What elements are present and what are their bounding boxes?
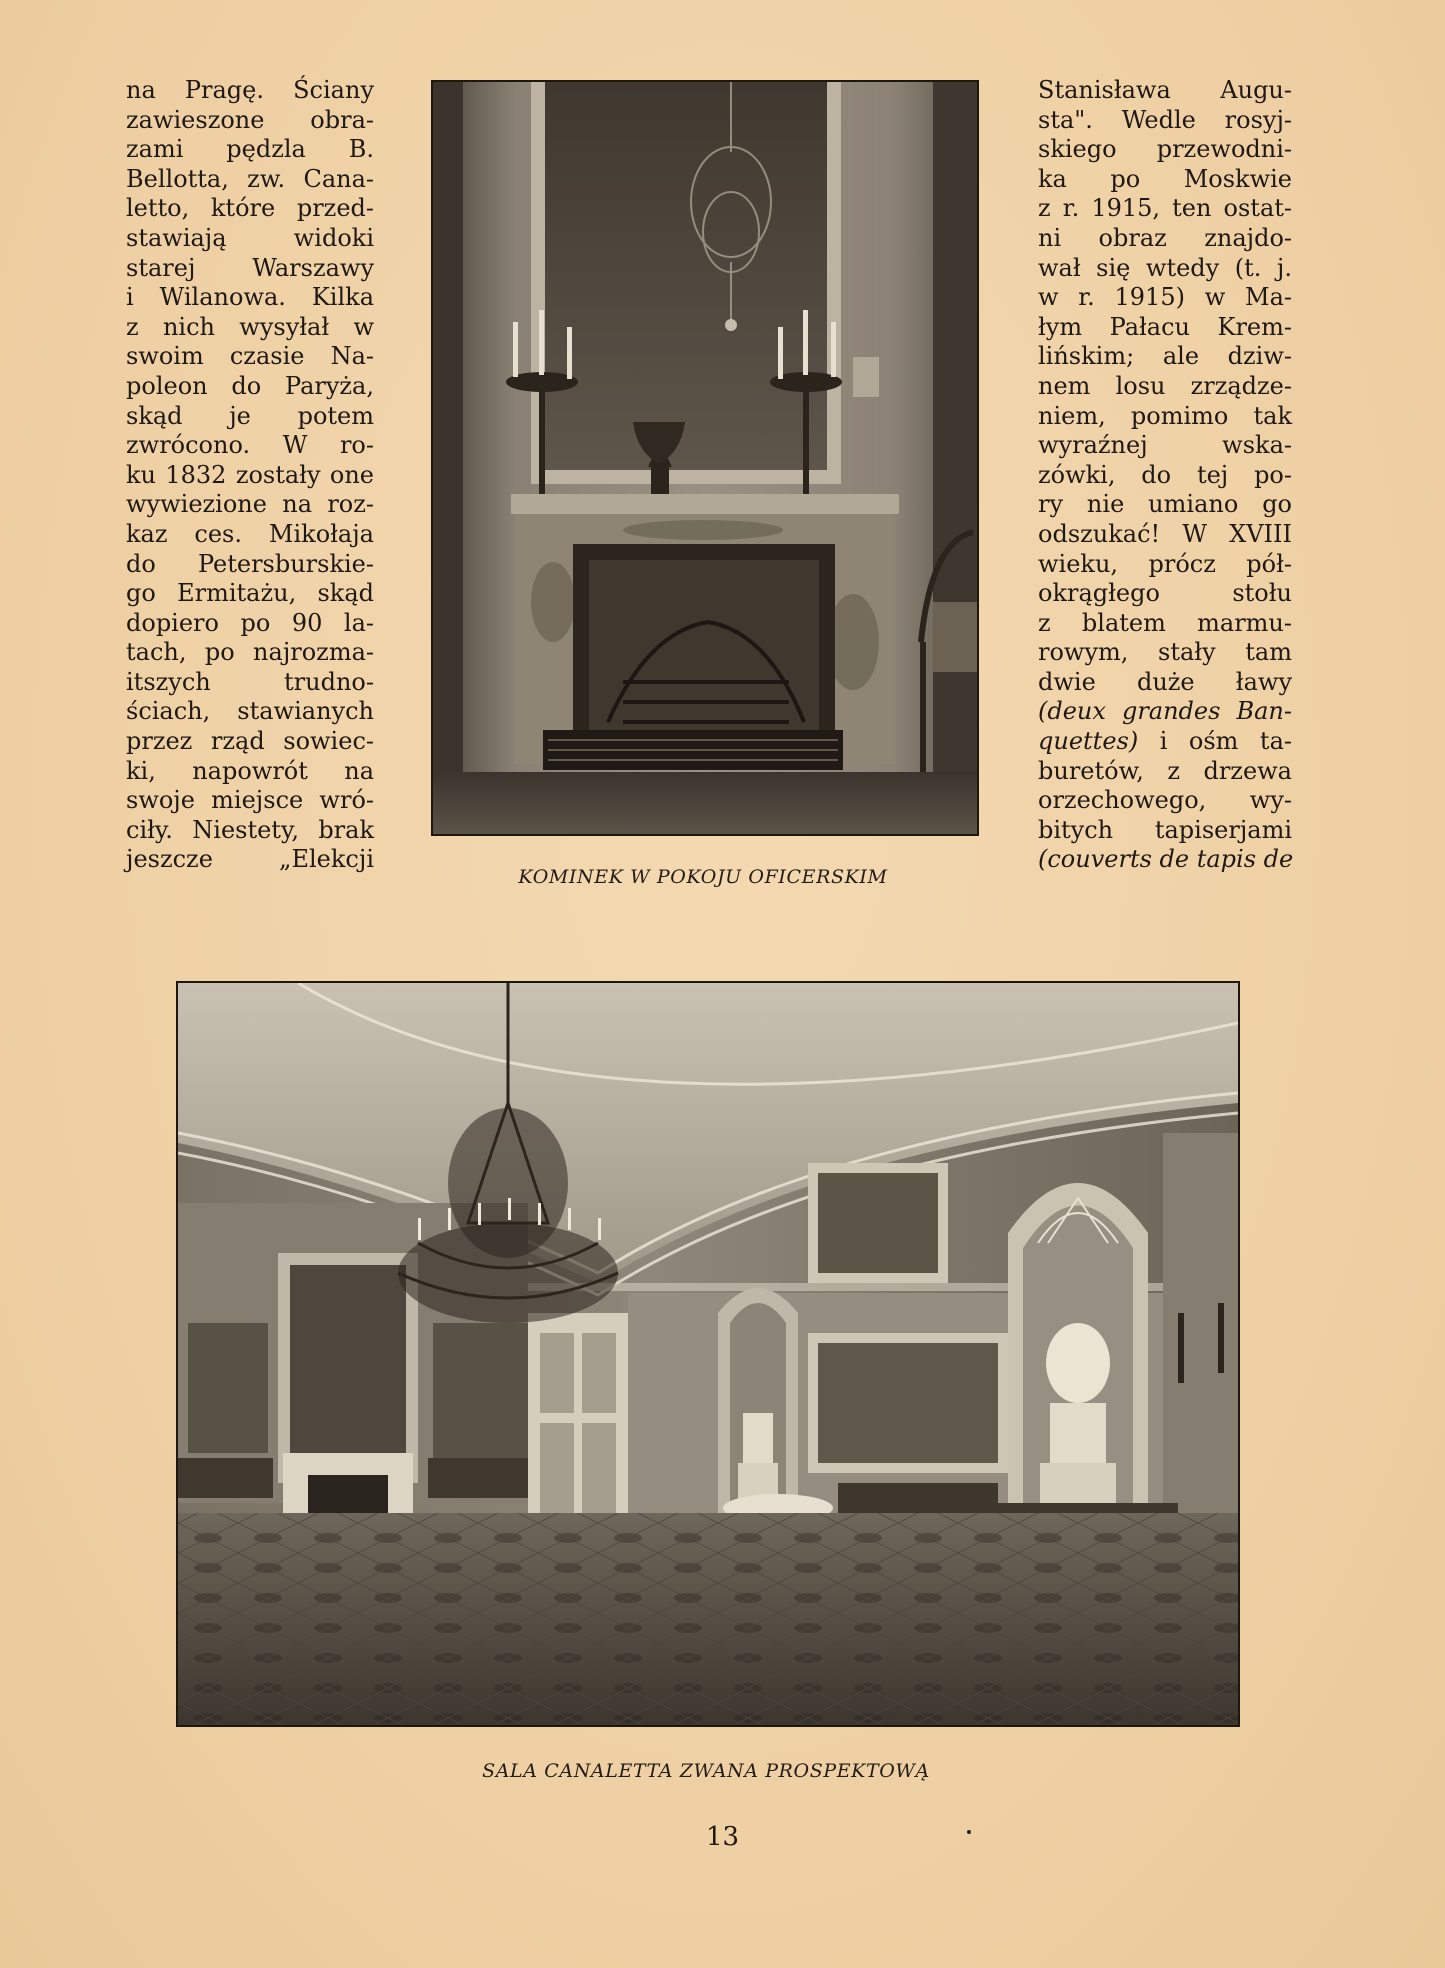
page-number: 13 [705,1822,740,1852]
text-line: na Pragę. Ściany [126,76,374,104]
text-line: odszukać! W XVIII [1038,519,1292,548]
photo-canaletto-hall [176,981,1240,1727]
text-line: ka po Moskwie [1038,164,1292,193]
text-line: Stanisława Augu- [1038,76,1292,104]
text-line: nem losu zrządze- [1038,371,1292,400]
text-line: kaz ces. Mikołaja [126,519,374,548]
text-line: buretów, z drzewa [1038,756,1292,785]
text-line: skiego przewodni- [1038,135,1292,164]
text-line: lińskim; ale dziw- [1038,342,1292,371]
text-line: ciły. Niestety, brak [126,815,374,844]
text-line: dwie duże ławy [1038,667,1292,696]
text-line: w r. 1915) w Ma- [1038,283,1292,312]
text-line: rowym, stały tam [1038,638,1292,667]
text-line: (deux grandes Ban- [1038,697,1292,726]
text-line: stawiają widoki [126,223,374,252]
text-line: okrągłego stołu [1038,579,1292,608]
caption-canaletto-hall: SALA CANALETTA ZWANA PROSPEKTOWĄ [482,1760,930,1782]
text-line: zami pędzla B. [126,135,374,164]
text-line: itszych trudno- [126,667,374,696]
text-line: ściach, stawianych [126,697,374,726]
text-line: swoim czasie Na- [126,342,374,371]
text-line: wywiezione na roz- [126,490,374,519]
print-speck [967,1830,971,1834]
text-line: wał się wtedy (t. j. [1038,253,1292,282]
text-line: i Wilanowa. Kilka [126,283,374,312]
text-line: go Ermitażu, skąd [126,579,374,608]
text-line: ku 1832 zostały one [126,460,374,489]
text-line: niem, pomimo tak [1038,401,1292,430]
text-line: łym Pałacu Krem- [1038,312,1292,341]
text-line: letto, które przed- [126,194,374,223]
text-run: i ośm ta- [1138,727,1292,756]
text-column-right [1038,76,1292,875]
text-line: dopiero po 90 la- [126,608,374,637]
text-line: Bellotta, zw. Cana- [126,164,374,193]
text-line: przez rząd sowiec- [126,727,374,756]
text-line: tach, po najrozma- [126,638,374,667]
text-line: ry nie umiano go [1038,490,1292,519]
text-line: sta". Wedle rosyj- [1038,105,1292,134]
text-line: skąd je potem [126,401,374,430]
text-line: swoje miejsce wró- [126,786,374,815]
text-line: z r. 1915, ten ostat- [1038,194,1292,223]
text-line: starej Warszawy [126,253,374,282]
text-line: ni obraz znajdo- [1038,223,1292,252]
text-line: z blatem marmu- [1038,608,1292,637]
text-line: bitych tapiserjami [1038,815,1292,844]
text-line [1038,727,1292,757]
text-line: wyraźnej wska- [1038,431,1292,460]
text-line: zawieszone obra- [126,105,374,134]
text-line: poleon do Paryża, [126,371,374,400]
italic-phrase: quettes) [1038,727,1139,756]
hall-illustration [178,983,1238,1725]
text-line: zwrócono. W ro- [126,431,374,460]
caption-fireplace: KOMINEK W POKOJU OFICERSKIM [518,866,888,888]
text-line: zówki, do tej po- [1038,460,1292,489]
text-line: do Petersburskie- [126,549,374,578]
fireplace-illustration [433,82,977,834]
text-line: ki, napowrót na [126,756,374,785]
text-line: z nich wysyłał w [126,312,374,341]
photo-fireplace [431,80,979,836]
text-line: orzechowego, wy- [1038,786,1292,815]
text-line: jeszcze „Elekcji [126,845,374,874]
text-line: wieku, prócz pół- [1038,549,1292,578]
text-column-left [126,76,374,875]
text-line: (couverts de tapis de [1038,845,1294,874]
